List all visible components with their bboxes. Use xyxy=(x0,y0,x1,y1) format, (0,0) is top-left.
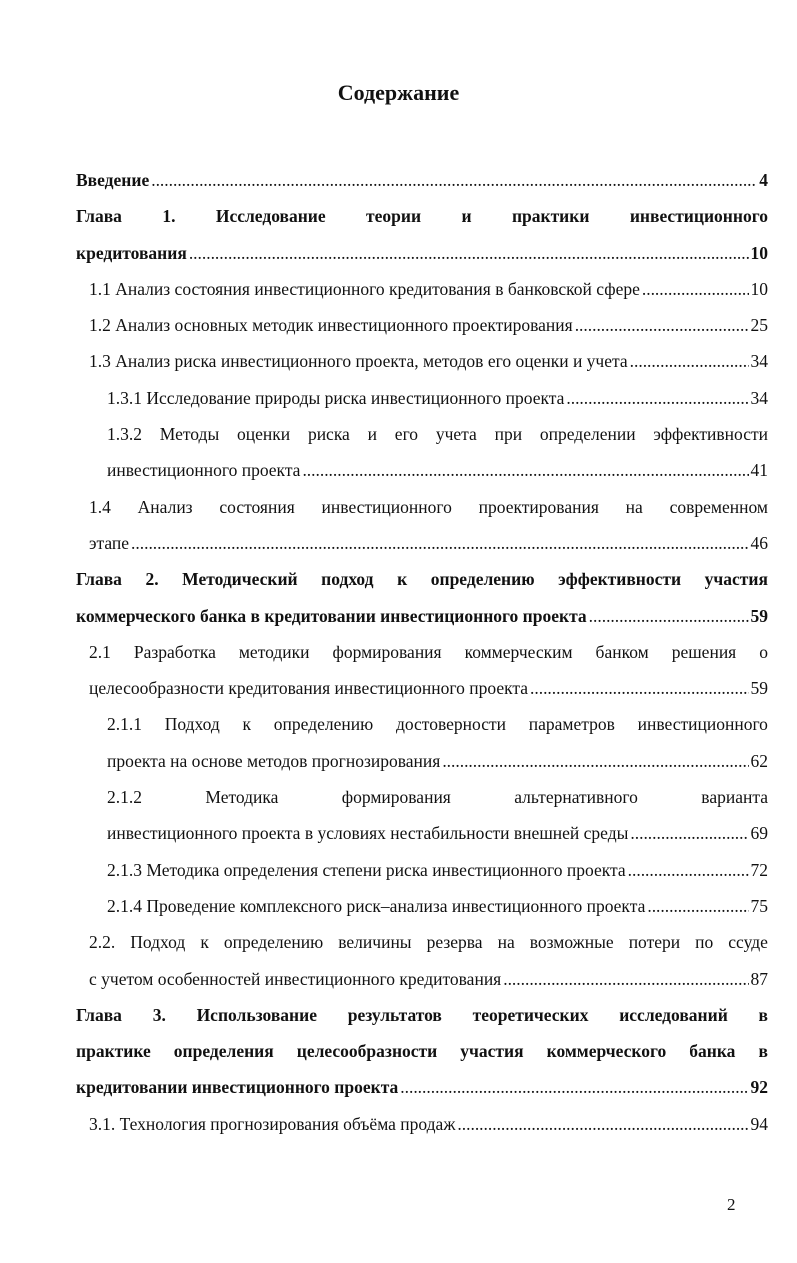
toc-entry: 1.3.1 Исследование природы риска инвестиционного проекта . . . 34 xyxy=(76,380,768,416)
toc-entry: 2.1.2 Методика формирования альтернативного варианта xyxy=(107,787,768,808)
toc-entry: инвестиционного проекта . . . 41 xyxy=(76,452,768,488)
toc-entry: кредитования . . . 10 xyxy=(76,235,768,271)
toc-entry: Глава 2. Методический подход к определению эффективности участия xyxy=(76,569,768,590)
toc-entry: с учетом особенностей инвестиционного кредитования . . . 87 xyxy=(76,961,768,997)
toc-entry: этапе . . . 46 xyxy=(76,525,768,561)
toc-entry: инвестиционного проекта в условиях нестабильности внешней среды . . . 69 xyxy=(76,815,768,851)
toc-entry: 1.3.2 Методы оценки риска и его учета при определении эффективности xyxy=(107,424,768,445)
toc-entry: 2.1 Разработка методики формирования коммерческим банком решения о xyxy=(89,641,768,662)
toc-entry: кредитовании инвестиционного проекта . . . 92 xyxy=(76,1069,768,1105)
toc-entry: целесообразности кредитования инвестиционного проекта . . . 59 xyxy=(76,670,768,706)
toc-entry: 2.1.3 Методика определения степени риска инвестиционного проекта . . . 72 xyxy=(76,852,768,888)
page-title: Содержание xyxy=(337,80,460,105)
toc-entry: 2.2. Подход к определению величины резерва на возможные потери по ссуде xyxy=(89,932,768,953)
toc-entry: 2.1.1 Подход к определению достоверности параметров инвестиционного xyxy=(107,714,768,735)
toc-entry: проекта на основе методов прогнозирования . . . 62 xyxy=(76,743,768,779)
table-of-contents xyxy=(76,162,768,1142)
toc-entry: 3.1. Технология прогнозирования объёма продаж . . . 94 xyxy=(76,1106,768,1142)
toc-entry: Глава 3. Использование результатов теоретических исследований в xyxy=(76,1004,768,1025)
toc-entry: коммерческого банка в кредитовании инвестиционного проекта . . . 59 xyxy=(76,598,768,634)
page-number: 2 xyxy=(727,1195,736,1214)
toc-entry: 1.1 Анализ состояния инвестиционного кредитования в банковской сфере . . . 10 xyxy=(76,271,768,307)
toc-entry: 2.1.4 Проведение комплексного риск–анализа инвестиционного проекта . . . 75 xyxy=(76,888,768,924)
toc-entry: Глава 1. Исследование теории и практики инвестиционного xyxy=(76,206,768,227)
toc-entry: Введение . . . 4 xyxy=(76,162,768,198)
toc-entry: 1.4 Анализ состояния инвестиционного проектирования на современном xyxy=(89,496,768,517)
toc-entry: 1.3 Анализ риска инвестиционного проекта, методов его оценки и учета . . . 34 xyxy=(76,343,768,379)
toc-entry: 1.2 Анализ основных методик инвестиционного проектирования . . . 25 xyxy=(76,307,768,343)
toc-entry: практике определения целесообразности участия коммерческого банка в xyxy=(76,1041,768,1062)
